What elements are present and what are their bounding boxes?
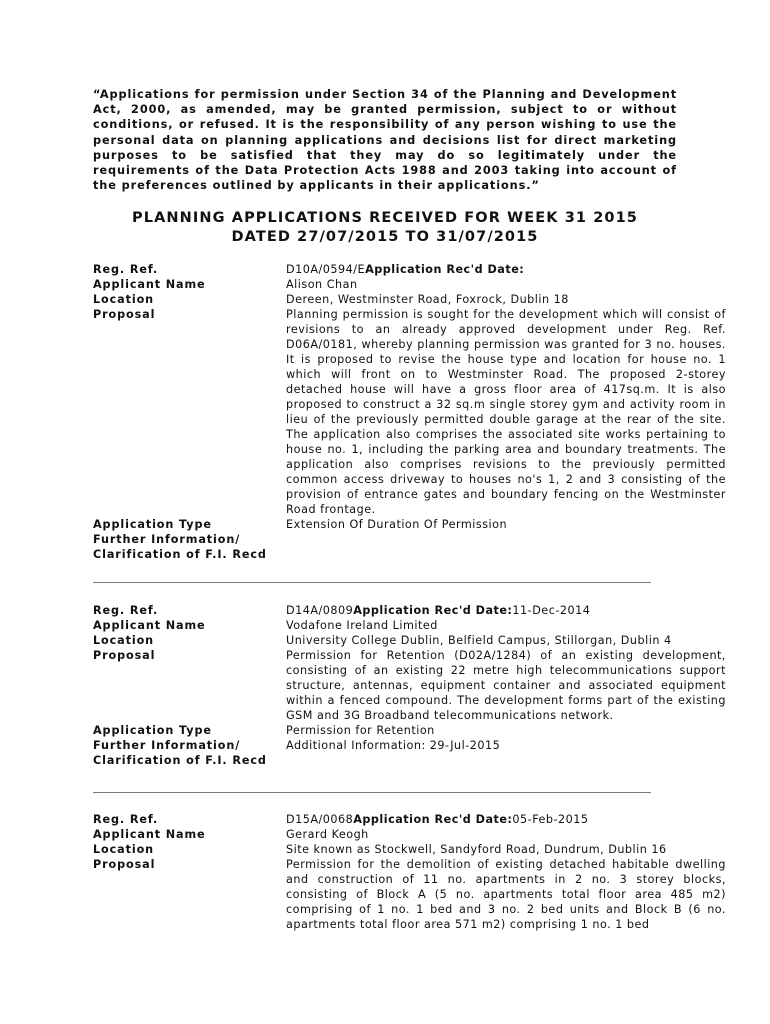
reg-ref-label: Reg. Ref. [93, 263, 159, 276]
location-label: Location [93, 843, 155, 856]
further-info-row [93, 532, 733, 547]
reg-ref-value: D10A/0594/E [286, 263, 366, 276]
location-label: Location [93, 634, 155, 647]
applicant-name-value: Alison Chan [286, 278, 358, 291]
further-info-value [286, 532, 733, 547]
application-type-row [93, 723, 733, 738]
location-label: Location [93, 293, 155, 306]
application-record-1 [93, 262, 733, 562]
clarification-row [93, 753, 733, 768]
reg-ref-row [93, 812, 733, 827]
heading-line-1: PLANNING APPLICATIONS RECEIVED FOR WEEK 31 2015 [132, 210, 638, 226]
further-info-value: Additional Information: 29-Jul-2015 [286, 739, 501, 752]
heading-line-2: DATED 27/07/2015 TO 31/07/2015 [231, 229, 539, 245]
applicant-name-label: Applicant Name [93, 828, 206, 841]
record-separator [93, 792, 651, 793]
clarification-row [93, 547, 733, 562]
location-row [93, 842, 733, 857]
location-value: Site known as Stockwell, Sandyford Road, Dundrum, Dublin 16 [286, 843, 667, 856]
reg-ref-value: D14A/0809 [286, 604, 354, 617]
proposal-row [93, 307, 733, 517]
reg-ref-row [93, 262, 733, 277]
proposal-value: Planning permission is sought for the development which will consist of revisions to an already approved development under Reg. Ref. D06A/0181, whereby planning permission was granted for 3 no. houses. It is proposed to revise the house type and location for house no. 1 which will front on to Westminster Road. The proposed 2-storey detached house will have a gross floor area of 417sq.m. It is also proposed to construct a 32 sq.m single storey gym and activity room in lieu of the previously permitted double garage at the rear of the site. The application also comprises the associated site works pertaining to house no. 1, including the parking area and boundary treatments. The application also comprises revisions to the previously permitted common access driveway to houses no's 1, 2 and 3 consisting of the provision of entrance gates and boundary fencing on the Westminster Road frontage. [286, 308, 726, 516]
application-record-2 [93, 603, 733, 768]
proposal-label: Proposal [93, 858, 156, 871]
applicant-name-value: Gerard Keogh [286, 828, 369, 841]
reg-ref-value: D15A/0068 [286, 813, 354, 826]
application-type-row [93, 517, 733, 532]
page-heading [93, 209, 677, 247]
further-info-label: Further Information/ [93, 533, 241, 546]
reg-ref-row [93, 603, 733, 618]
proposal-label: Proposal [93, 649, 156, 662]
application-type-label: Application Type [93, 724, 212, 737]
applicant-name-value: Vodafone Ireland Limited [286, 619, 438, 632]
location-value: University College Dublin, Belfield Campus, Stillorgan, Dublin 4 [286, 634, 672, 647]
proposal-row [93, 648, 733, 723]
application-type-value: Permission for Retention [286, 724, 435, 737]
proposal-value: Permission for Retention (D02A/1284) of an existing development, consisting of an existing 22 metre high telecommunications support structure, antennas, equipment container and associated equipment within a fenced compound. The development forms part of the existing GSM and 3G Broadband telecommunications network. [286, 649, 726, 722]
location-row [93, 633, 733, 648]
reg-ref-label: Reg. Ref. [93, 813, 159, 826]
clarification-label: Clarification of F.I. Recd [93, 548, 267, 561]
recd-date-label: Application Rec'd Date: [365, 263, 525, 276]
data-protection-notice: “Applications for permission under Section 34 of the Planning and Development Act, 2000, as amended, may be granted permission, subject to or without conditions, or refused. It is the responsibility of any person wishing to use the personal data on planning applications and decisions list for direct marketing purposes to be satisfied that they may do so legitimately under the requirements of the Data Protection Acts 1988 and 2003 taking into account of the preferences outlined by applicants in their applications.” [93, 88, 677, 193]
recd-date-label: Application Rec'd Date: [353, 813, 513, 826]
applicant-name-row [93, 827, 733, 842]
proposal-label: Proposal [93, 308, 156, 321]
applicant-name-row [93, 618, 733, 633]
recd-date-value: 11-Dec-2014 [512, 604, 591, 617]
application-record-3 [93, 812, 733, 932]
further-info-label: Further Information/ [93, 739, 241, 752]
record-separator [93, 582, 651, 583]
recd-date-label: Application Rec'd Date: [353, 604, 513, 617]
recd-date-value: 05-Feb-2015 [512, 813, 589, 826]
applicant-name-row [93, 277, 733, 292]
further-info-row [93, 738, 733, 753]
reg-ref-label: Reg. Ref. [93, 604, 159, 617]
applicant-name-label: Applicant Name [93, 619, 206, 632]
application-type-value: Extension Of Duration Of Permission [286, 518, 508, 531]
proposal-row [93, 857, 733, 932]
clarification-label: Clarification of F.I. Recd [93, 754, 267, 767]
application-type-label: Application Type [93, 518, 212, 531]
applicant-name-label: Applicant Name [93, 278, 206, 291]
proposal-value: Permission for the demolition of existing detached habitable dwelling and construction of 11 no. apartments in 2 no. 3 storey blocks, consisting of Block A (5 no. apartments total floor area 485 m2) comprising of 1 no. 1 bed and 3 no. 2 bed units and Block B (6 no. apartments total floor area 571 m2) comprising 1 no. 1 bed [286, 858, 726, 931]
location-value: Dereen, Westminster Road, Foxrock, Dublin 18 [286, 293, 569, 306]
location-row [93, 292, 733, 307]
